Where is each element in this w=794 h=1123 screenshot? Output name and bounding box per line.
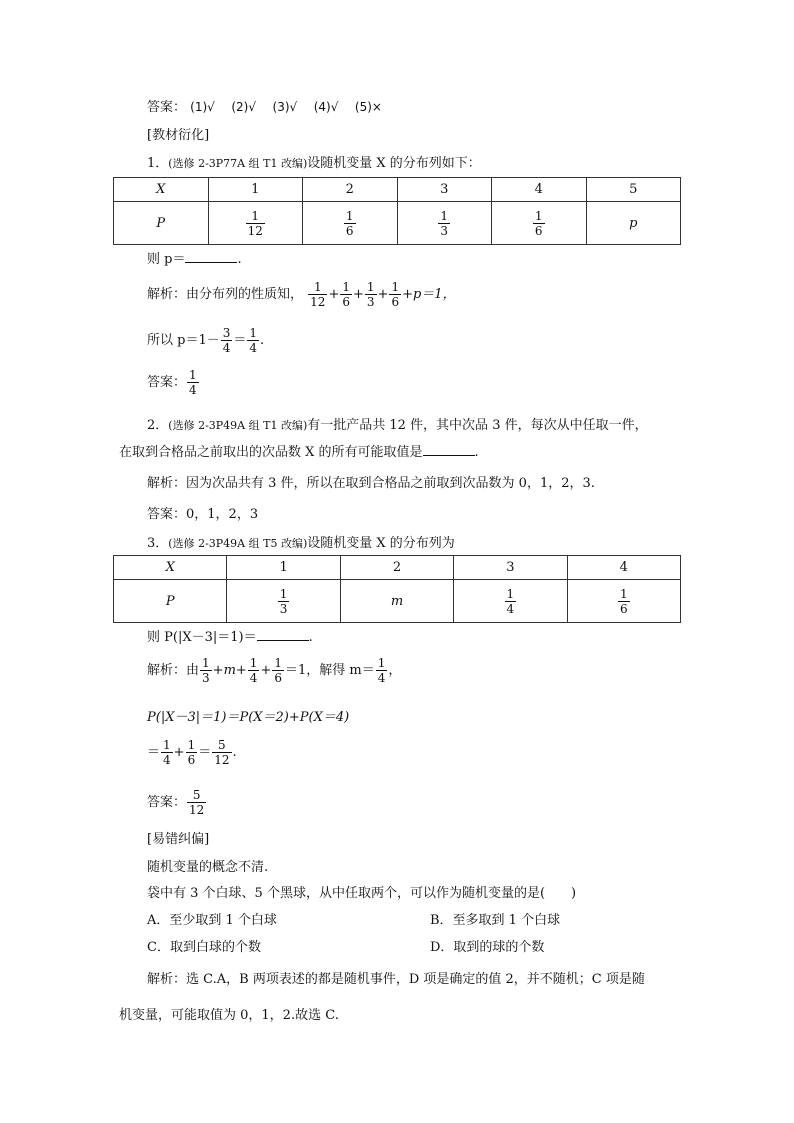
question-3-solution-line2: P(|X－3|＝1)＝P(X＝2)+P(X＝4) <box>147 710 350 725</box>
solution-text: 由 <box>186 663 200 678</box>
operator: ＝ <box>147 745 161 760</box>
denominator: 6 <box>391 295 400 309</box>
equation-tail: +p＝1， <box>402 287 456 302</box>
numerator: 1 <box>342 280 350 294</box>
operator: + <box>173 745 185 760</box>
table-cell: p <box>586 202 681 245</box>
table-header-cell: 4 <box>567 556 680 580</box>
question-1-solution <box>147 280 456 309</box>
question-2-answer <box>147 503 258 522</box>
numerator: 3 <box>222 326 231 340</box>
denominator: 6 <box>619 601 628 616</box>
fraction <box>376 656 388 685</box>
fraction <box>365 280 377 309</box>
solution-label: 解析： <box>147 476 187 491</box>
denominator: 12 <box>247 223 263 238</box>
numerator: 1 <box>251 208 260 223</box>
answer-blank <box>257 628 309 641</box>
error-question: 袋中有 3 个白球、5 个黑球，从中任取两个，可以作为随机变量的是( ) <box>147 886 577 901</box>
question-1-answer <box>147 368 200 397</box>
operator: + <box>260 663 272 678</box>
question-2-number: 2． <box>147 418 169 433</box>
table-header-cell: 1 <box>208 178 303 202</box>
punctuation: ， <box>388 663 402 678</box>
error-solution-line2: 机变量，可能取值为 0，1，2.故选 C. <box>119 1008 339 1023</box>
table-header-cell: 3 <box>454 556 567 580</box>
table-header-cell: 2 <box>340 556 453 580</box>
question-2-text: 在取到合格品之前取出的次品数 X 的所有可能取值是 <box>119 445 423 460</box>
denominator: 6 <box>274 671 282 685</box>
table-header-cell: 4 <box>492 178 587 202</box>
denominator: 4 <box>249 341 258 355</box>
operator: + <box>353 287 364 302</box>
operator: + <box>328 287 340 302</box>
denominator: 4 <box>377 671 386 685</box>
question-3-text: 设随机变量 X 的分布列为 <box>307 536 455 551</box>
operator: ＝ <box>233 333 247 348</box>
table-header-cell: 5 <box>586 178 681 202</box>
fill-prompt: 则 P(|X－3|＝1)＝ <box>147 630 257 645</box>
prev-answer-item: (5)× <box>354 100 382 114</box>
numerator: 5 <box>192 788 201 802</box>
question-1-fill <box>147 248 242 267</box>
table-cell <box>454 580 567 623</box>
solution-text: 因为次品共有 3 件，所以在取到合格品之前取到次品数为 0，1，2，3. <box>186 476 595 491</box>
numerator: 1 <box>249 656 258 670</box>
fraction <box>221 326 233 355</box>
solution-text: ＝1，解得 m＝ <box>284 663 375 678</box>
prev-answer-item: (3)√ <box>272 100 298 114</box>
numerator: 1 <box>345 208 354 223</box>
numerator: 1 <box>249 326 258 340</box>
section-title-textbook: [教材衍化] <box>147 128 210 143</box>
table-cell <box>303 202 398 245</box>
question-1-number: 1． <box>147 156 169 171</box>
prev-answer-line <box>147 96 382 115</box>
table-cell <box>227 580 340 623</box>
denominator: 3 <box>366 295 375 309</box>
fraction <box>187 368 199 397</box>
fraction <box>200 656 212 685</box>
table-header-cell: 3 <box>397 178 492 202</box>
question-3-fill <box>147 626 313 645</box>
error-solution-line1: 解析：选 C.A，B 两项表述的都是随机事件，D 项是确定的值 2，并不随机；C 项是随 <box>147 972 645 987</box>
fraction <box>246 209 265 238</box>
denominator: 4 <box>506 601 515 616</box>
fraction <box>161 738 173 767</box>
fill-end: . <box>308 630 313 645</box>
table-cell <box>567 580 680 623</box>
error-topic: 随机变量的概念不清. <box>147 860 269 875</box>
denominator: 4 <box>189 383 197 397</box>
period: . <box>260 333 265 348</box>
fraction <box>308 280 327 309</box>
denominator: 12 <box>189 803 205 817</box>
denominator: 3 <box>440 223 449 238</box>
table-row-label: P <box>114 580 227 623</box>
prev-answer-item: (2)√ <box>231 100 256 114</box>
question-1-text: 设随机变量 X 的分布列如下： <box>307 156 481 171</box>
numerator: 1 <box>377 656 386 670</box>
numerator: 1 <box>313 280 322 294</box>
table-cell <box>208 202 303 245</box>
fraction <box>248 656 260 685</box>
solution-label: 解析： <box>147 287 187 302</box>
numerator: 1 <box>619 586 628 601</box>
answer-blank <box>185 250 237 263</box>
prev-answer-item: (1)√ <box>190 100 215 114</box>
numerator: 1 <box>279 586 288 601</box>
fraction <box>272 656 284 685</box>
fill-end: . <box>237 252 242 267</box>
denominator: 4 <box>163 753 171 767</box>
section-title-errors: [易错纠偏] <box>147 832 210 847</box>
table-cell: m <box>340 580 453 623</box>
question-3-solution <box>147 656 401 685</box>
prev-answer-label: 答案： <box>147 100 187 115</box>
table-header-cell: 2 <box>303 178 398 202</box>
numerator: 1 <box>534 208 543 223</box>
fraction <box>186 738 198 767</box>
numerator: 1 <box>202 656 210 670</box>
denominator: 12 <box>214 753 230 767</box>
fraction <box>344 209 356 238</box>
numerator: 1 <box>506 586 515 601</box>
numerator: 1 <box>366 280 375 294</box>
operator: +m+ <box>212 663 247 678</box>
question-2-solution <box>147 472 595 491</box>
question-3-source: (选修 2-3P49A 组 T5 改编) <box>168 537 308 550</box>
denominator: 4 <box>249 671 258 685</box>
answer-value: 0，1，2，3 <box>186 507 259 522</box>
denominator: 6 <box>534 223 543 238</box>
question-3-solution-line3 <box>147 738 237 767</box>
denominator: 12 <box>310 295 326 309</box>
denominator: 6 <box>342 295 350 309</box>
question-3 <box>147 532 455 551</box>
numerator: 1 <box>187 738 196 752</box>
fraction <box>340 280 352 309</box>
fraction <box>187 788 206 817</box>
numerator: 5 <box>218 738 226 752</box>
table-cell <box>492 202 587 245</box>
operator: ＝ <box>198 745 212 760</box>
numerator: 1 <box>391 280 400 294</box>
denominator: 3 <box>202 671 210 685</box>
answer-label: 答案： <box>147 375 187 390</box>
fraction <box>438 209 450 238</box>
solution-label: 解析： <box>147 663 187 678</box>
prev-answer-item: (4)√ <box>313 100 339 114</box>
option-b: B．至多取到 1 个白球 <box>430 913 561 928</box>
question-2-line1 <box>147 414 648 433</box>
table-cell <box>397 202 492 245</box>
table-header-cell: X <box>114 556 227 580</box>
denominator: 4 <box>222 341 231 355</box>
question-2-text: 有一批产品共 12 件，其中次品 3 件，每次从中任取一件， <box>307 418 648 433</box>
option-a: A．至少取到 1 个白球 <box>147 913 277 928</box>
period: . <box>232 745 237 760</box>
fraction <box>247 326 259 355</box>
question-2-line2 <box>119 441 479 460</box>
fill-end: . <box>474 445 479 460</box>
table-header-cell: 1 <box>227 556 340 580</box>
fraction <box>389 280 401 309</box>
distribution-table-2 <box>113 555 681 623</box>
numerator: 1 <box>274 656 282 670</box>
distribution-table-1 <box>113 177 681 245</box>
denominator: 3 <box>279 601 288 616</box>
table-header-cell: X <box>114 178 209 202</box>
question-1-source: (选修 2-3P77A 组 T1 改编) <box>168 157 308 170</box>
solution-text: 由分布列的性质知， <box>186 287 304 302</box>
table-row-label: P <box>114 202 209 245</box>
question-1 <box>147 152 481 171</box>
option-d: D．取到的球的个数 <box>430 940 545 955</box>
option-c: C．取到白球的个数 <box>147 940 261 955</box>
denominator: 6 <box>345 223 354 238</box>
question-3-answer <box>147 788 207 817</box>
denominator: 6 <box>187 753 196 767</box>
fraction <box>212 738 231 767</box>
solution-text: 所以 p＝1－ <box>147 333 220 348</box>
answer-label: 答案： <box>147 507 187 522</box>
numerator: 1 <box>163 738 171 752</box>
answer-label: 答案： <box>147 795 187 810</box>
question-2-source: (选修 2-3P49A 组 T1 改编) <box>168 419 308 432</box>
question-3-number: 3． <box>147 536 169 551</box>
fraction <box>618 587 630 616</box>
numerator: 1 <box>440 208 449 223</box>
fill-prompt: 则 p＝ <box>147 252 186 267</box>
numerator: 1 <box>189 368 197 382</box>
operator: + <box>377 287 389 302</box>
question-1-solution-line2 <box>147 326 264 355</box>
answer-blank <box>423 443 475 456</box>
fraction <box>533 209 545 238</box>
fraction <box>505 587 517 616</box>
fraction <box>278 587 290 616</box>
